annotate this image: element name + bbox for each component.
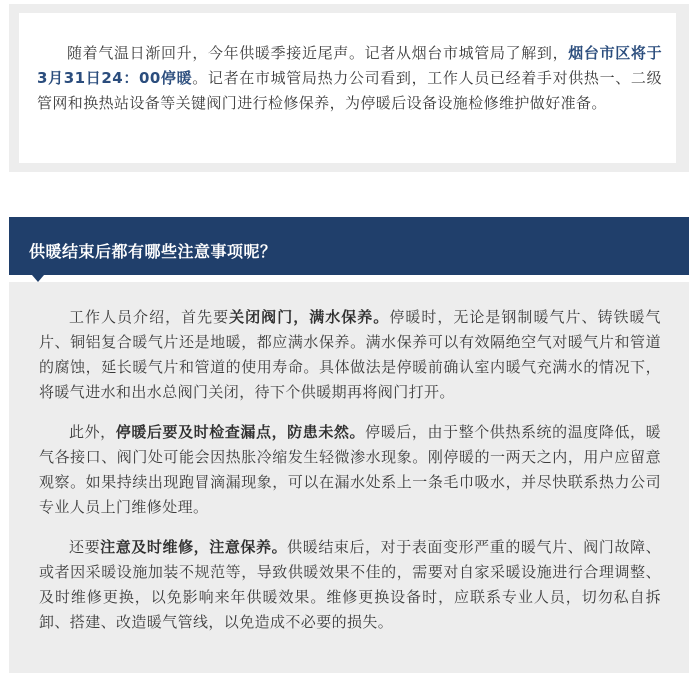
section-heading: 供暖结束后都有哪些注意事项呢？ — [9, 217, 689, 275]
p2-tail: 停暖后，由于整个供热系统的温度降低，暖气各接口、阀门处可能会因热胀冷缩发生轻微渗水现象。刚停暖的一两天之内，用户应留意观察。如果持续出现跑冒滴漏现象，可以在漏水处系上一条毛巾吸水，并尽快联系热力公司专业人员上门维修处理。 — [39, 423, 662, 516]
p3-emphasis: 注意及时维修，注意保养。 — [100, 538, 288, 556]
p1-emphasis: 关闭阀门，满水保养。 — [229, 308, 390, 326]
p2-lead: 此外， — [69, 423, 116, 441]
p1-lead: 工作人员介绍，首先要 — [69, 308, 230, 326]
p3-tail: 供暖结束后，对于表面变形严重的暖气片、阀门故障、或者因采暖设施加装不规范等，导致供暖效果不佳的，需要对自家采暖设施进行合理调整、及时维修更换，以免影响来年供暖效果。维修更换设备时，应联系专业人员，切勿私自拆卸、搭建、改造暖气管线，以免造成不必要的损失。 — [39, 538, 661, 631]
intro-highlight: 烟台市区将于3月31日24：00停暖 — [37, 44, 662, 87]
intro-card — [9, 4, 689, 172]
section-paragraph-1 — [39, 305, 661, 405]
section-paragraph-2 — [39, 420, 661, 520]
p3-lead: 还要 — [69, 538, 101, 556]
intro-text-tail: 。记者在市城管局热力公司看到，工作人员已经着手对供热一、二级管网和换热站设备等关键阀门进行检修保养，为停暖后设备设施检修维护做好准备。 — [37, 69, 662, 112]
intro-text-lead: 随着气温日渐回升，今年供暖季接近尾声。记者从烟台市城管局了解到， — [67, 44, 569, 62]
heading-pointer — [32, 275, 44, 282]
intro-paragraph — [37, 41, 662, 116]
section-card — [9, 282, 689, 673]
section-paragraph-3 — [39, 535, 661, 635]
intro-box — [19, 13, 676, 163]
p1-tail: 停暖时，无论是钢制暖气片、铸铁暖气片、铜铝复合暖气片还是地暖，都应满水保养。满水保养可以有效隔绝空气对暖气片和管道的腐蚀，延长暖气片和管道的使用寿命。具体做法是停暖前确认室内暖气充满水的情况下，将暖气进水和出水总阀门关闭，待下个供暖期再将阀门打开。 — [39, 308, 661, 401]
p2-emphasis: 停暖后要及时检查漏点，防患未然。 — [115, 423, 366, 441]
